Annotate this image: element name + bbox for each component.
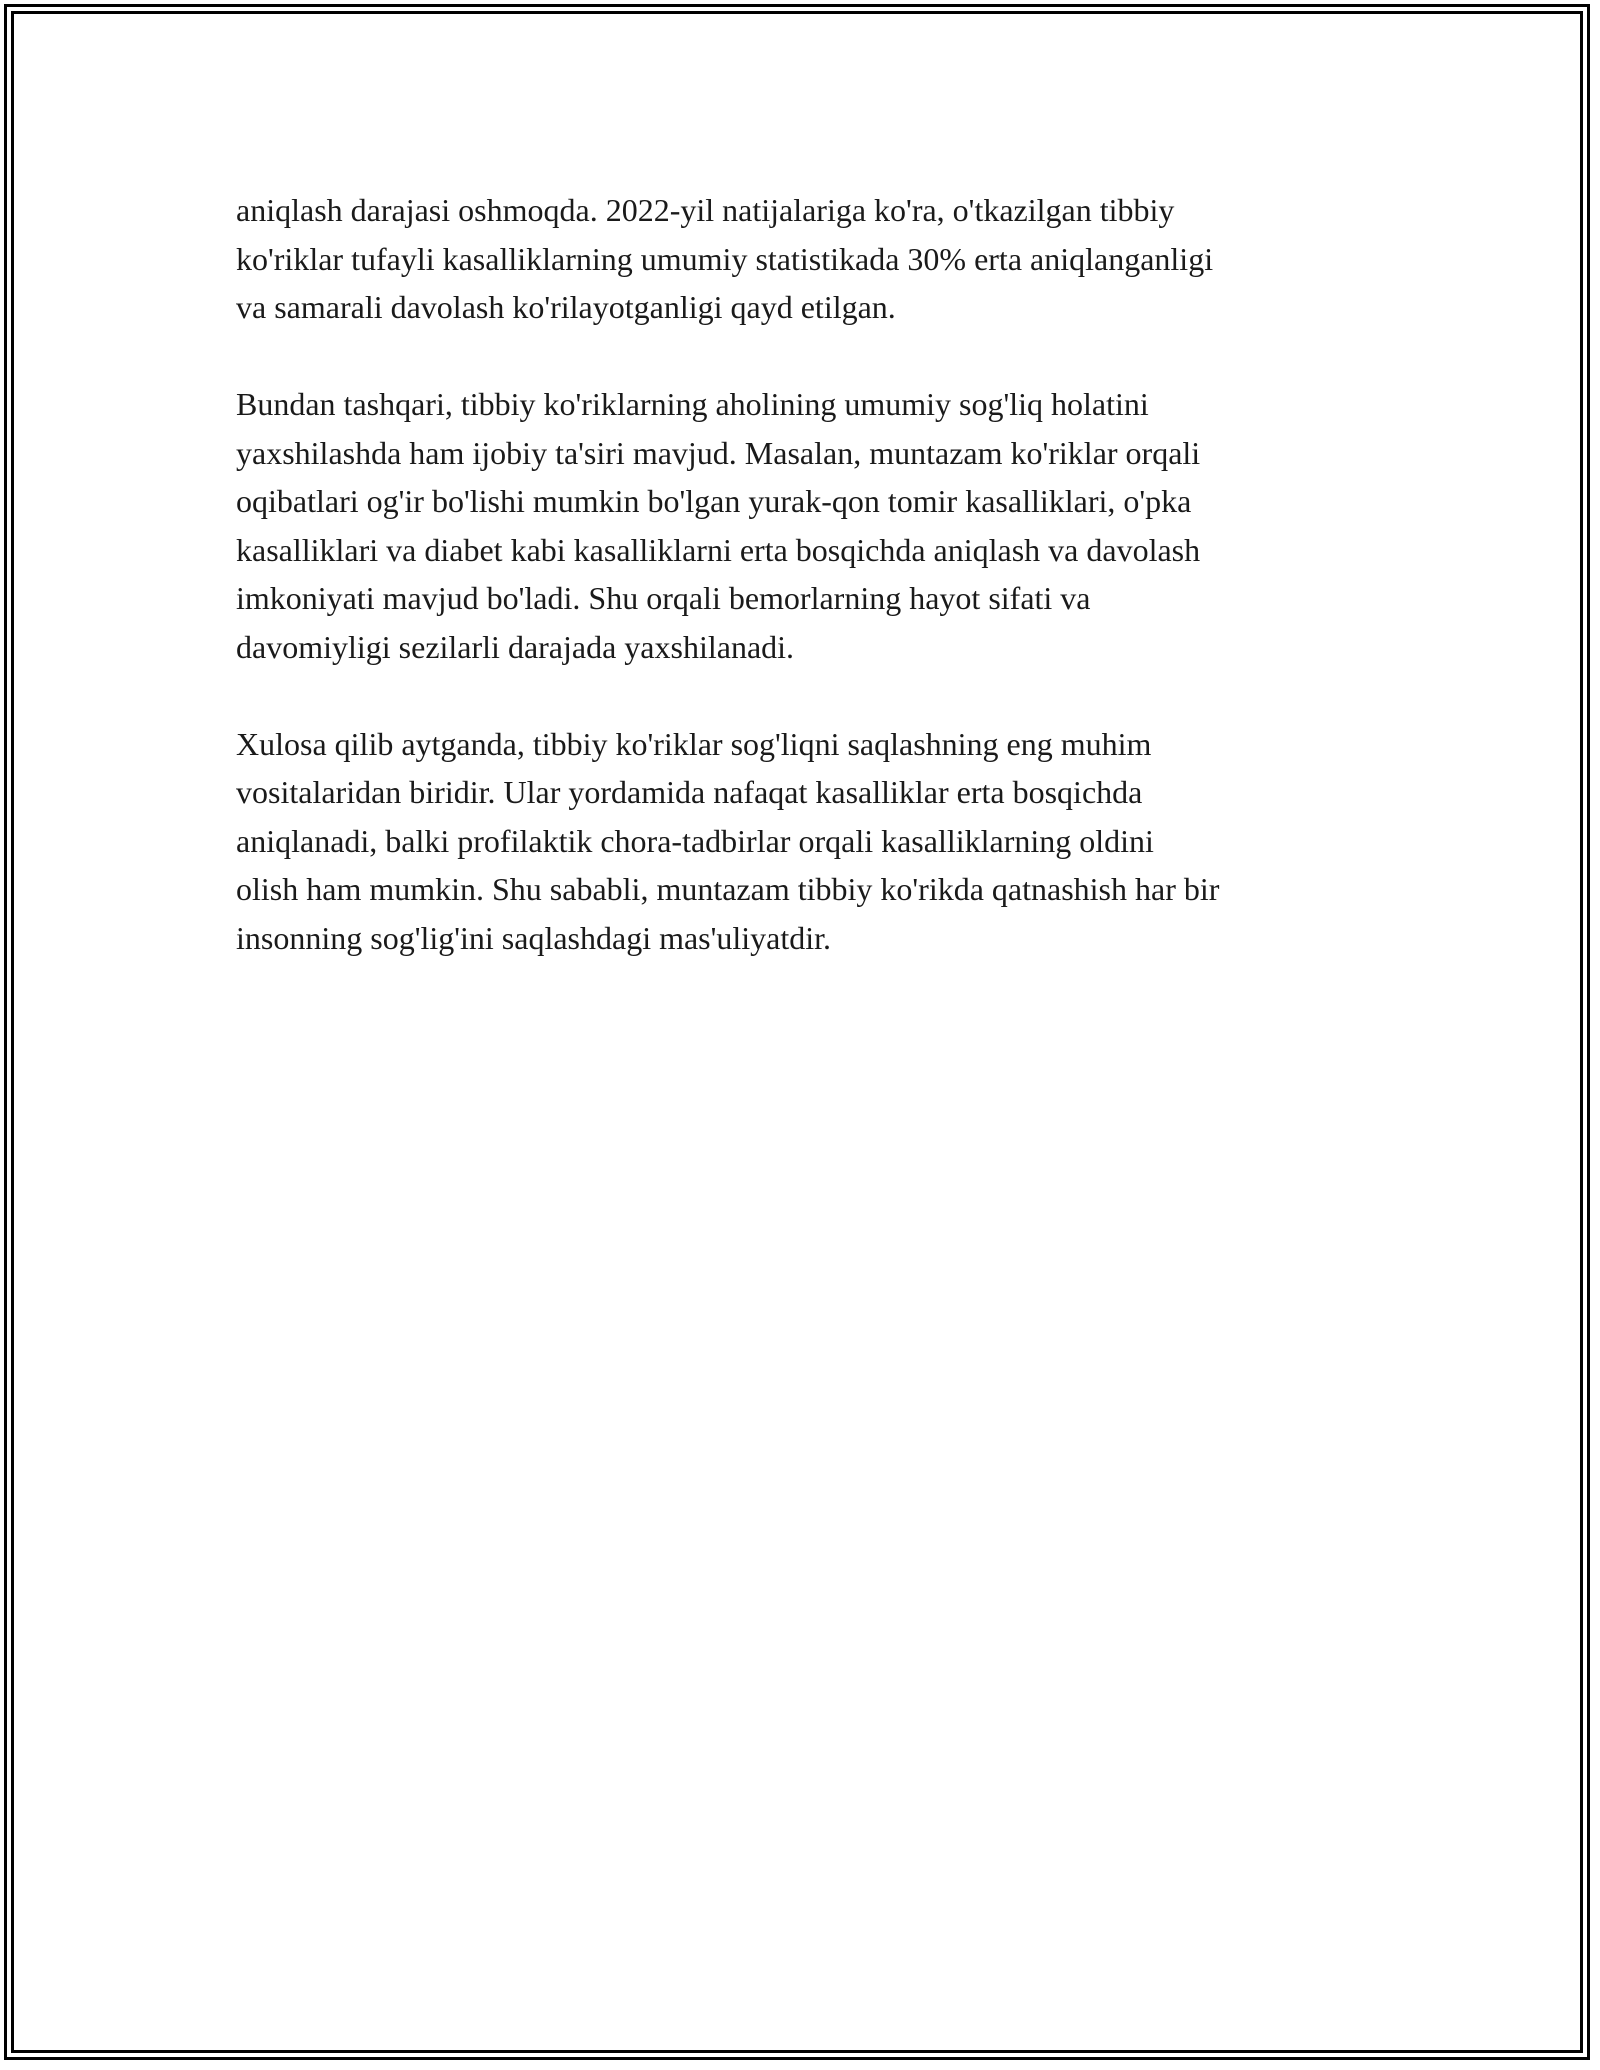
paragraph-3	[236, 720, 1376, 963]
text-line: kasalliklari va diabet kabi kasalliklarni erta bosqichda aniqlash va davolash	[236, 531, 1201, 568]
text-line: aniqlanadi, balki profilaktik chora-tadbirlar orqali kasalliklarning oldini	[236, 822, 1154, 859]
text-line: Bundan tashqari, tibbiy ko'riklarning aholining umumiy sog'liq holatini	[236, 386, 1149, 422]
text-line: yaxshilashda ham ijobiy ta'siri mavjud. Masalan, muntazam ko'riklar orqali	[236, 434, 1201, 471]
text-line: oqibatlari og'ir bo'lishi mumkin bo'lgan yurak-qon tomir kasalliklari, o'pka	[236, 483, 1192, 519]
text-line: insonning sog'lig'ini saqlashdagi mas'uliyatdir.	[236, 919, 832, 956]
text-line: va samarali davolash ko'rilayotganligi qayd etilgan.	[236, 289, 896, 325]
text-line: vositalaridan biridir. Ular yordamida nafaqat kasalliklar erta bosqichda	[236, 774, 1143, 810]
text-line: olish ham mumkin. Shu sababli, muntazam tibbiy ko'rikda qatnashish har bir	[236, 871, 1220, 907]
document-body	[236, 186, 1376, 1011]
text-line: imkoniyati mavjud bo'ladi. Shu orqali bemorlarning hayot sifati va	[236, 580, 1091, 616]
text-line: Xulosa qilib aytganda, tibbiy ko'riklar sog'liqni saqlashning eng muhim	[236, 725, 1152, 762]
text-line: aniqlash darajasi oshmoqda. 2022-yil natijalariga ko'ra, o'tkazilgan tibbiy	[236, 192, 1175, 228]
text-line: ko'riklar tufayli kasalliklarning umumiy statistikada 30% erta aniqlanganligi	[236, 240, 1214, 277]
paragraph-2	[236, 380, 1376, 671]
paragraph-1	[236, 186, 1376, 332]
text-line: davomiyligi sezilarli darajada yaxshilanadi.	[236, 628, 795, 665]
